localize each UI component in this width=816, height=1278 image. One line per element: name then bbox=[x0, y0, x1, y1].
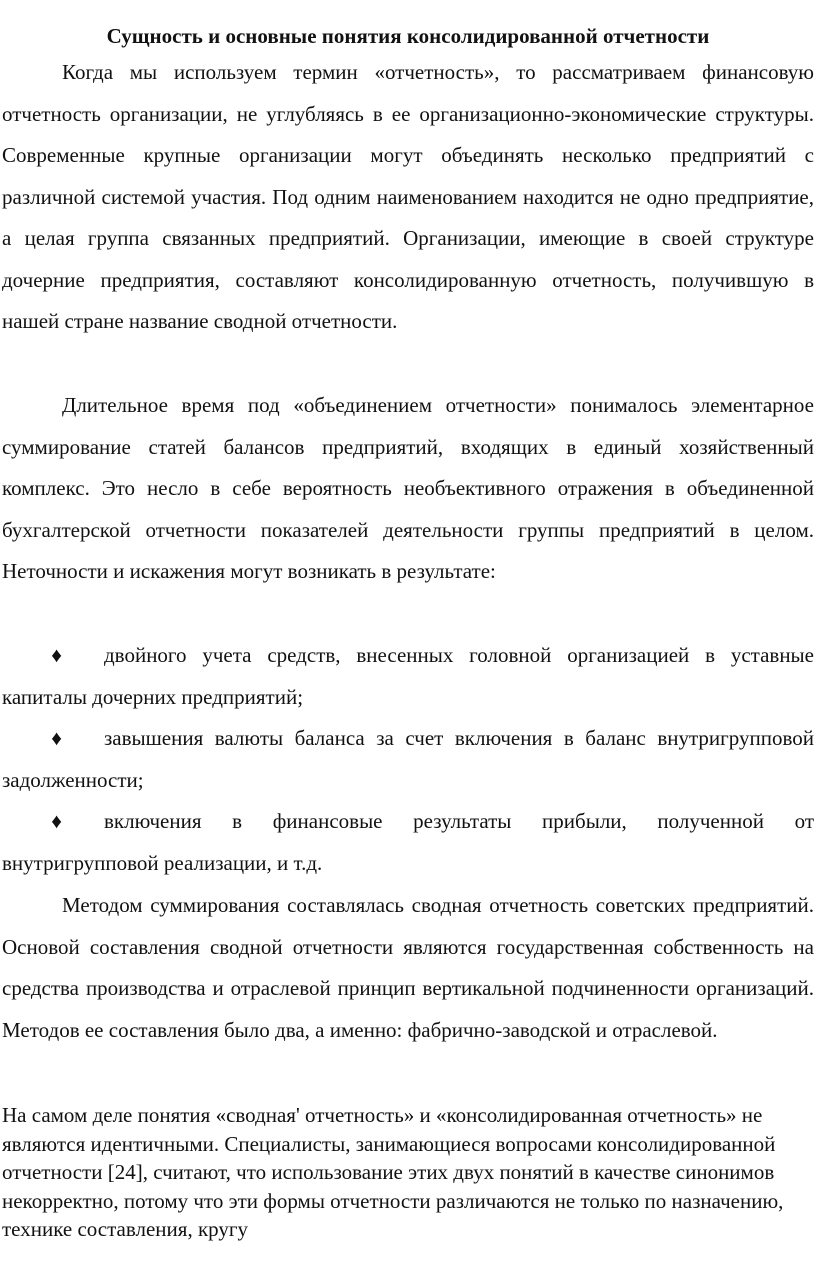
paragraph-definitions: На самом деле понятия «сводная' отчетность» и «консолидированная отчетность» не являются идентичными. Специалисты, занимающиеся вопросами консолидированной отчетности [24], считают, что использование этих двух понятий в качестве синонимов некорректно, потому что эти формы отчетности различаются не только по назначению, технике составления, кругу bbox=[2, 1103, 784, 1241]
document-title: Сущность и основные понятия консолидированной отчетности bbox=[106, 24, 710, 48]
diamond-bullet-icon: ♦ bbox=[51, 809, 62, 833]
bullet-item bbox=[2, 718, 814, 801]
bullet-item-text: двойного учета средств, внесенных головной организацией в уставные капиталы дочерних предприятий; bbox=[2, 643, 814, 709]
diamond-bullet-icon: ♦ bbox=[51, 726, 62, 750]
paragraph-history: Длительное время под «объединением отчетности» понималось элементарное суммирование статей балансов предприятий, входящих в единый хозяйственный комплекс. Это несло в себе вероятность необъективного отражения в объединенной бухгалтерской отчетности показателей деятельности группы предприятий в целом. Неточности и искажения могут возникать в результате: bbox=[2, 393, 814, 583]
bullet-item bbox=[2, 635, 814, 718]
paragraph-intro: Когда мы используем термин «отчетность», то рассматриваем финансовую отчетность организации, не углубляясь в ее организационно-экономические структуры. Современные крупные организации могут объединять несколько предприятий с различной системой участия. Под одним наименованием находится не одно предприятие, а целая группа связанных предприятий. Организации, имеющие в своей структуре дочерние предприятия, составляют консолидированную отчетность, получившую в нашей стране название сводной отчетности. bbox=[2, 60, 814, 333]
diamond-bullet-icon: ♦ bbox=[51, 643, 62, 667]
bullet-item bbox=[2, 801, 814, 884]
paragraph-soviet-method: Методом суммирования составлялась сводная отчетность советских предприятий. Основой составления сводной отчетности являются государственная собственность на средства производства и отраслевой принцип вертикальной подчиненности организаций. Методов ее составления было два, а именно: фабрично-заводской и отраслевой. bbox=[2, 893, 814, 1042]
bullet-item-text: завышения валюты баланса за счет включения в баланс внутригрупповой задолженности; bbox=[2, 726, 814, 792]
bullet-item-text: включения в финансовые результаты прибыли, полученной от внутригрупповой реализации, и т.д. bbox=[2, 809, 814, 875]
